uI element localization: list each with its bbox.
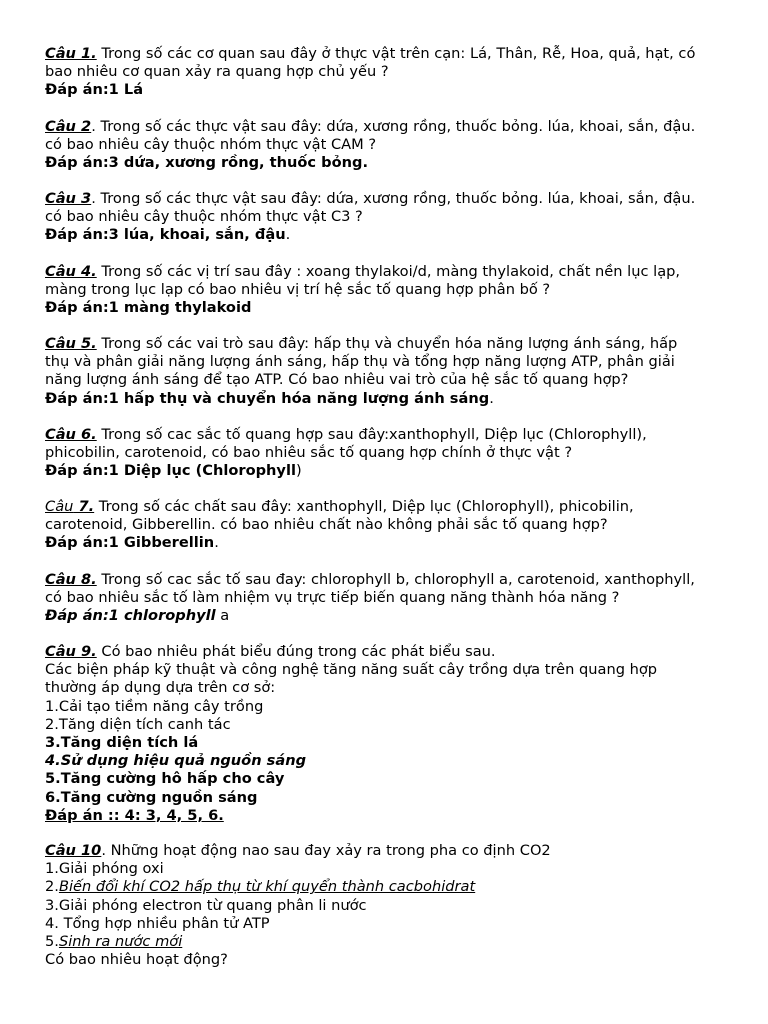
- question-text: Trong số các vị trí sau đây : xoang thylakoi/d, màng thylakoid, chất nền lục lạp,: [96, 263, 681, 280]
- question-text: Các biện pháp kỹ thuật và công nghệ tăng năng suất cây trồng dựa trên quang hợp: [45, 661, 658, 679]
- question-label: Câu 10: [45, 842, 102, 859]
- answer-line: Đáp án:1 chlorophyll a: [45, 607, 230, 625]
- question-text: Có bao nhiêu phát biểu đúng trong các phát biểu sau.: [96, 643, 496, 660]
- list-item: 1.Cải tạo tiềm năng cây trồng: [45, 697, 264, 715]
- answer-line: Đáp án:1 màng thylakoid: [45, 299, 252, 317]
- question-text: bao nhiêu cơ quan xảy ra quang hợp chủ yếu ?: [45, 63, 389, 81]
- question-7: Câu 7. Trong số các chất sau đây: xanthophyll, Diệp lục (Chlorophyll), phicobilin, carotenoid, Gibberellin. có bao nhiêu chất nào không phải sắc tố quang hợp? Đáp án:1 Gibberellin.: [45, 498, 735, 553]
- list-item: 1.Giải phóng oxi: [45, 860, 164, 878]
- question-text: . Trong số các thực vật sau đây: dứa, xương rồng, thuốc bỏng. lúa, khoai, sắn, đậu.: [91, 118, 696, 135]
- question-8: [45, 571, 735, 626]
- question-text: có bao nhiêu cây thuộc nhóm thực vật CAM ?: [45, 136, 377, 154]
- answer-line: Đáp án:1 Diệp lục (Chlorophyll): [45, 462, 302, 480]
- question-text: carotenoid, Gibberellin. có bao nhiêu chất nào không phải sắc tố quang hợp?: [45, 516, 608, 534]
- list-item: 5.Sinh ra nước mới: [45, 933, 183, 951]
- answer-line: Đáp án:3 dứa, xương rồng, thuốc bỏng.: [45, 154, 369, 172]
- question-text: Trong số cac sắc tố quang hợp sau đây:xanthophyll, Diệp lục (Chlorophyll),: [96, 426, 647, 443]
- list-item: 3.Tăng diện tích lá: [45, 734, 199, 752]
- question-9: [45, 643, 735, 825]
- question-text: có bao nhiêu cây thuộc nhóm thực vật C3 ?: [45, 208, 363, 226]
- question-text: . Trong số các thực vật sau đây: dứa, xương rồng, thuốc bỏng. lúa, khoai, sắn, đậu.: [91, 190, 696, 207]
- answer-line: Đáp án :: 4: 3, 4, 5, 6.: [45, 806, 224, 824]
- list-item: 4.Sử dụng hiệu quả nguồn sáng: [45, 752, 307, 770]
- question-text: thụ và phân giải năng lượng ánh sáng, hấp thụ và tổng hợp năng lượng ATP, phân giải: [45, 353, 675, 371]
- question-1: [45, 45, 735, 100]
- question-label: Câu 3: [45, 190, 92, 207]
- question-label: Câu 6.: [45, 426, 97, 443]
- question-label: Câu 9.: [45, 643, 97, 660]
- answer-line: Đáp án:1 hấp thụ và chuyển hóa năng lượng ánh sáng.: [45, 389, 494, 407]
- question-6: [45, 426, 735, 481]
- question-label: Câu 8.: [45, 571, 97, 588]
- list-item: 4. Tổng hợp nhiều phân tử ATP: [45, 914, 270, 932]
- question-text: Trong số các chất sau đây: xanthophyll, Diệp lục (Chlorophyll), phicobilin,: [94, 498, 634, 515]
- question-2: [45, 118, 735, 173]
- question-4: [45, 263, 735, 318]
- question-label: Câu: [45, 498, 74, 515]
- list-item: 3.Giải phóng electron từ quang phân li nước: [45, 896, 367, 914]
- question-3: [45, 190, 735, 245]
- question-text: Trong số các cơ quan sau đây ở thực vật trên cạn: Lá, Thân, Rễ, Hoa, quả, hạt, có: [96, 45, 696, 62]
- question-label: Câu 2: [45, 118, 92, 135]
- answer-line: Đáp án:1 Lá: [45, 81, 144, 99]
- question-label: Câu 1.: [45, 45, 97, 62]
- answer-line: Đáp án:1 Gibberellin.: [45, 534, 219, 552]
- question-5: [45, 335, 735, 408]
- question-text: Có bao nhiêu hoạt động?: [45, 951, 228, 969]
- list-item: 2.Biến đổi khí CO2 hấp thụ từ khí quyển thành cacbohidrat: [45, 878, 476, 896]
- list-item: 6.Tăng cường nguồn sáng: [45, 788, 258, 806]
- question-text: có bao nhiêu sắc tố làm nhiệm vụ trực tiếp biến quang năng thành hóa năng ?: [45, 589, 620, 607]
- question-label: Câu 4.: [45, 263, 97, 280]
- question-text: thường áp dụng dựa trên cơ sở:: [45, 679, 276, 697]
- question-text: Trong số cac sắc tố sau đay: chlorophyll b, chlorophyll a, carotenoid, xanthophyll,: [96, 571, 695, 588]
- list-item: 5.Tăng cường hô hấp cho cây: [45, 770, 285, 788]
- list-item: 2.Tăng diện tích canh tác: [45, 715, 231, 733]
- answer-line: Đáp án:3 lúa, khoai, sắn, đậu.: [45, 226, 291, 244]
- question-10: [45, 842, 735, 969]
- question-label: Câu 5.: [45, 335, 97, 352]
- question-text: . Những hoạt động nao sau đay xảy ra trong pha co định CO2: [101, 842, 551, 859]
- question-text: phicobilin, carotenoid, có bao nhiêu sắc tố quang hợp chính ở thực vật ?: [45, 444, 573, 462]
- question-text: màng trong lục lạp có bao nhiêu vị trí hệ sắc tố quang hợp phân bố ?: [45, 281, 551, 299]
- question-text: năng lượng ánh sáng để tạo ATP. Có bao nhiêu vai trò của hệ sắc tố quang hợp?: [45, 371, 629, 389]
- question-text: Trong số các vai trò sau đây: hấp thụ và chuyển hóa năng lượng ánh sáng, hấp: [96, 335, 678, 352]
